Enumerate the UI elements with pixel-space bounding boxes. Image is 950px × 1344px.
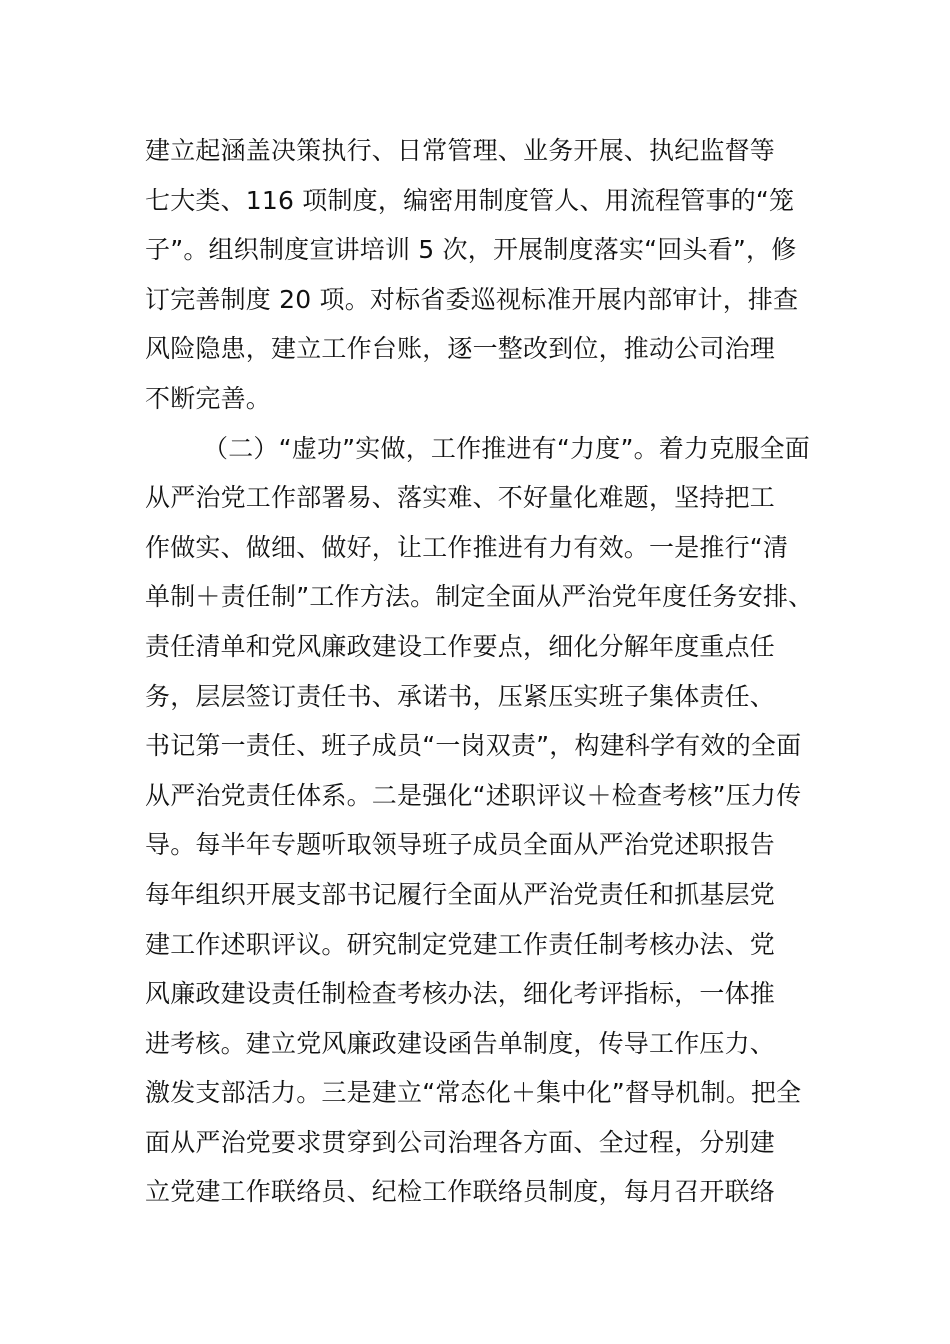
body-text xyxy=(145,126,825,1217)
text-line: 进考核。建立党风廉政建设函告单制度，传导工作压力、 xyxy=(145,1028,776,1058)
text-line: 订完善制度 20 项。对标省委巡视标准开展内部审计，排查 xyxy=(145,284,799,314)
text-line: 子”。组织制度宣讲培训 5 次，开展制度落实“回头看”，修 xyxy=(145,235,797,265)
text-line: 建工作述职评议。研究制定党建工作责任制考核办法、党 xyxy=(145,929,776,959)
text-line: 书记第一责任、班子成员“一岗双责”，构建科学有效的全面 xyxy=(145,731,802,761)
text-line: 面从严治党要求贯穿到公司治理各方面、全过程，分别建 xyxy=(145,1127,776,1157)
text-line: 建立起涵盖决策执行、日常管理、业务开展、执纪监督等 xyxy=(145,136,776,165)
text-line: 作做实、做细、做好，让工作推进有力有效。一是推行“清 xyxy=(145,532,789,562)
text-line: 激发支部活力。三是建立“常态化＋集中化”督导机制。把全 xyxy=(145,1078,802,1108)
text-line: 从严治党责任体系。二是强化“述职评议＋检查考核”压力传 xyxy=(145,780,802,810)
section-heading-line: （二）“虚功”实做，工作推进有“力度”。着力克服全面 xyxy=(203,433,811,463)
text-line: 务，层层签订责任书、承诺书，压紧压实班子集体责任、 xyxy=(145,681,776,711)
text-line: 导。每半年专题听取领导班子成员全面从严治党述职报告 xyxy=(145,830,776,860)
text-line: 风险隐患，建立工作台账，逐一整改到位，推动公司治理 xyxy=(145,334,776,364)
text-line: 立党建工作联络员、纪检工作联络员制度，每月召开联络 xyxy=(145,1177,776,1207)
text-line: 每年组织开展支部书记履行全面从严治党责任和抓基层党 xyxy=(145,879,776,909)
text-line: 单制＋责任制”工作方法。制定全面从严治党年度任务安排、 xyxy=(145,582,814,612)
text-line: 责任清单和党风廉政建设工作要点，细化分解年度重点任 xyxy=(145,631,776,661)
text-line: 七大类、116 项制度，编密用制度管人、用流程管事的“笼 xyxy=(145,185,795,215)
text-line: 从严治党工作部署易、落实难、不好量化难题，坚持把工 xyxy=(145,483,776,513)
text-line: 不断完善。 xyxy=(145,383,272,413)
text-line: 风廉政建设责任制检查考核办法，细化考评指标，一体推 xyxy=(145,979,776,1009)
